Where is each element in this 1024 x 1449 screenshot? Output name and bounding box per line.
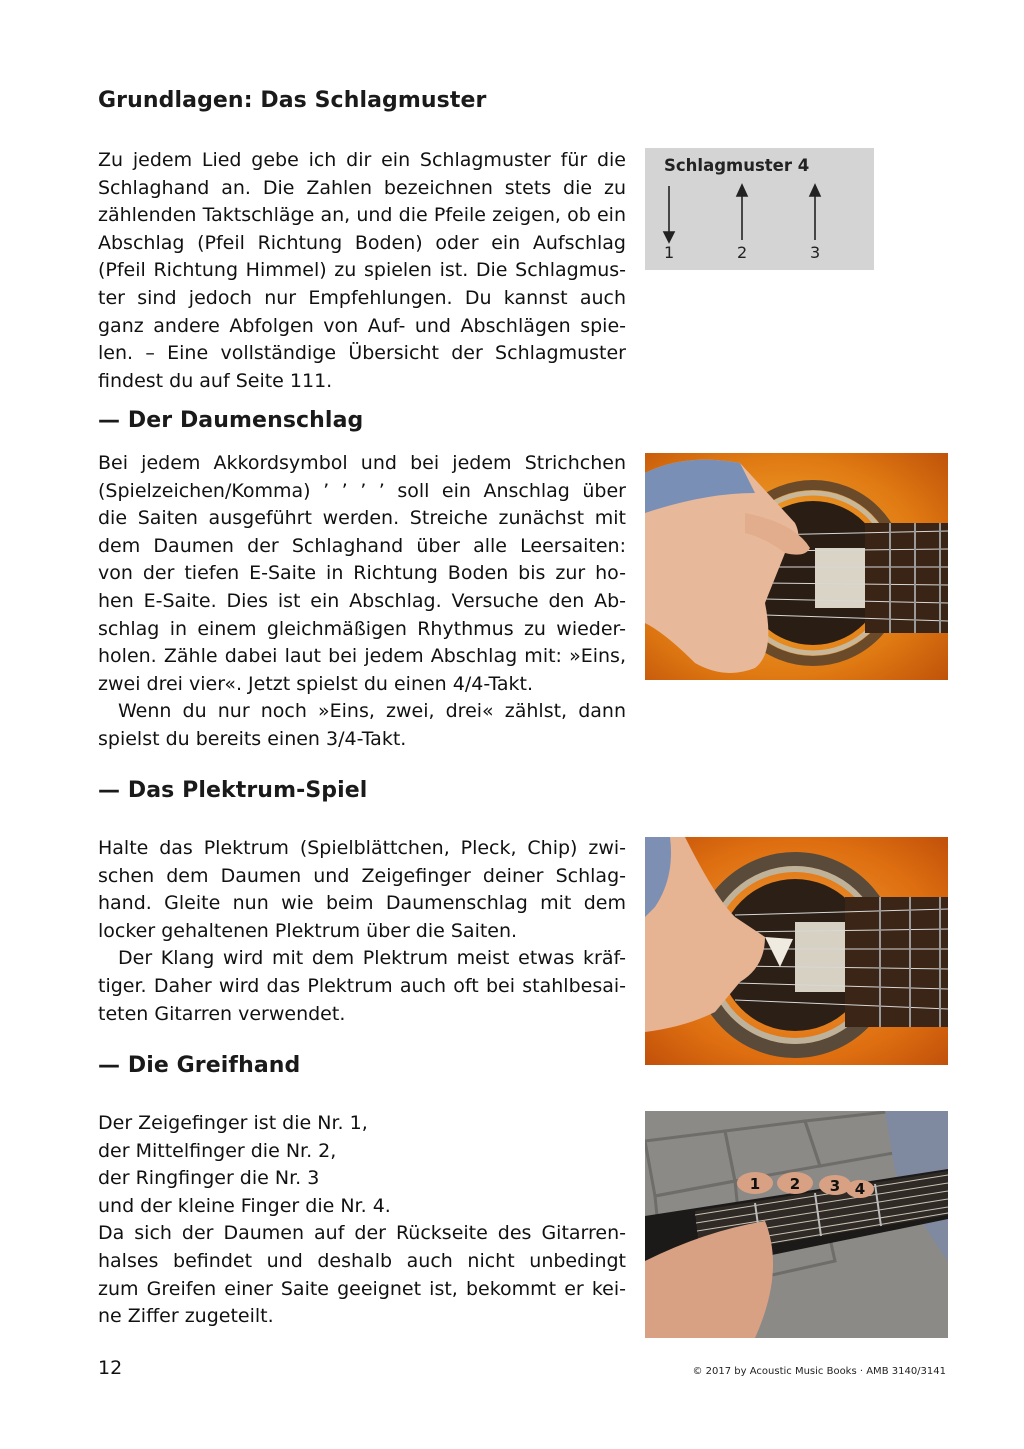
text-line: Zu jedem Lied gebe ich dir ein Schlagmuster für die xyxy=(98,149,626,171)
text-line: Halte das Plektrum (Spielblättchen, Pleck, Chip) zwi- xyxy=(98,837,626,859)
text-line: schen dem Daumen und Zeigefinger deiner Schlag- xyxy=(98,864,626,887)
section-title-greifhand: — Die Greifhand xyxy=(98,1053,301,1078)
photo-thumb-strum xyxy=(645,453,948,680)
beat-number: 1 xyxy=(664,243,675,262)
text-line: hen E-Saite. Dies ist ein Abschlag. Versuche den Ab- xyxy=(98,589,626,612)
text-line: dem Daumen der Schlaghand über alle Leersaiten: xyxy=(98,534,626,557)
strum-pattern-box xyxy=(645,148,874,270)
text-line: halses befindet und deshalb auch nicht unbedingt xyxy=(98,1249,626,1272)
text-line: von der tiefen E-Saite in Richtung Boden bis zur ho- xyxy=(98,562,626,585)
text-line: hand. Gleite nun wie beim Daumenschlag mit dem xyxy=(98,892,626,915)
section-title-daumenschlag: — Der Daumenschlag xyxy=(98,408,364,433)
beat-number: 3 xyxy=(810,243,821,262)
text-line: findest du auf Seite 111. xyxy=(98,369,333,392)
text-line: der Mittelfinger die Nr. 2, xyxy=(98,1139,337,1162)
beat-number: 2 xyxy=(737,243,748,262)
text-line: schlag in einem gleichmäßigen Rhythmus zu wieder- xyxy=(98,617,626,640)
up-arrowhead-icon xyxy=(737,185,747,196)
copyright-notice: © 2017 by Acoustic Music Books · AMB 3140/3141 xyxy=(692,1366,946,1377)
text-line: zwei drei vier«. Jetzt spielst du einen 4/4-Takt. xyxy=(98,672,534,695)
plektrum-paragraph xyxy=(98,835,626,1028)
up-arrowhead-icon xyxy=(810,185,820,196)
text-line: die Saiten ausgeführt werden. Streiche zunächst mit xyxy=(98,507,626,530)
strum-pattern-title: Schlagmuster 4 xyxy=(664,156,810,175)
finger-label: 4 xyxy=(854,1180,866,1198)
text-line: teten Gitarren verwendet. xyxy=(98,1002,346,1025)
text-line: spielst du bereits einen 3/4-Takt. xyxy=(98,727,407,750)
text-line: Der Zeigefinger ist die Nr. 1, xyxy=(98,1112,368,1134)
text-line: Bei jedem Akkordsymbol und bei jedem Strichchen xyxy=(98,452,626,474)
photo-fretting-hand xyxy=(645,1111,948,1338)
text-line: Da sich der Daumen auf der Rückseite des Gitarren- xyxy=(98,1222,626,1245)
page-number: 12 xyxy=(98,1357,123,1379)
text-line: und der kleine Finger die Nr. 4. xyxy=(98,1194,391,1217)
finger-label: 1 xyxy=(749,1175,761,1193)
down-arrowhead-icon xyxy=(664,232,674,242)
section-title-schlagmuster: Grundlagen: Das Schlagmuster xyxy=(98,88,487,113)
photo-plectrum xyxy=(645,837,948,1065)
text-line: Abschlag (Pfeil Richtung Boden) oder ein Aufschlag xyxy=(98,231,626,254)
text-line: holen. Zähle dabei laut bei jedem Abschlag mit: »Eins, xyxy=(98,645,626,668)
text-line: ne Ziffer zugeteilt. xyxy=(98,1305,274,1328)
finger-label: 3 xyxy=(829,1177,841,1195)
section-title-plektrum: — Das Plektrum-Spiel xyxy=(98,778,368,803)
greifhand-paragraph xyxy=(98,1110,626,1331)
text-line: der Ringfinger die Nr. 3 xyxy=(98,1167,320,1190)
intro-paragraph xyxy=(98,147,626,395)
finger-label: 2 xyxy=(789,1175,801,1193)
text-line: len. – Eine vollständige Übersicht der Schlagmuster xyxy=(98,342,626,365)
daumenschlag-paragraph xyxy=(98,450,626,754)
text-line: ter sind jedoch nur Empfehlungen. Du kannst auch xyxy=(98,286,626,309)
text-line: (Spielzeichen/Komma) ’ ’ ’ ’ soll ein Anschlag über xyxy=(98,479,626,502)
text-line: zum Greifen einer Saite geeignet ist, bekommt er kei- xyxy=(98,1277,626,1300)
text-line: ganz andere Abfolgen von Auf- und Abschlägen spie- xyxy=(98,314,626,337)
text-line: (Pfeil Richtung Himmel) zu spielen ist. Die Schlagmus- xyxy=(98,259,626,282)
text-line: locker gehaltenen Plektrum über die Saiten. xyxy=(98,919,518,942)
text-line: Der Klang wird mit dem Plektrum meist etwas kräf- xyxy=(118,947,626,970)
strum-arrows xyxy=(645,148,874,270)
text-line: tiger. Daher wird das Plektrum auch oft bei stahlbesai- xyxy=(98,974,626,997)
text-line: Schlaghand an. Die Zahlen bezeichnen stets die zu xyxy=(98,176,626,199)
text-line: Wenn du nur noch »Eins, zwei, drei« zählst, dann xyxy=(118,700,626,723)
text-line: zählenden Taktschläge an, und die Pfeile zeigen, ob ein xyxy=(98,204,626,227)
